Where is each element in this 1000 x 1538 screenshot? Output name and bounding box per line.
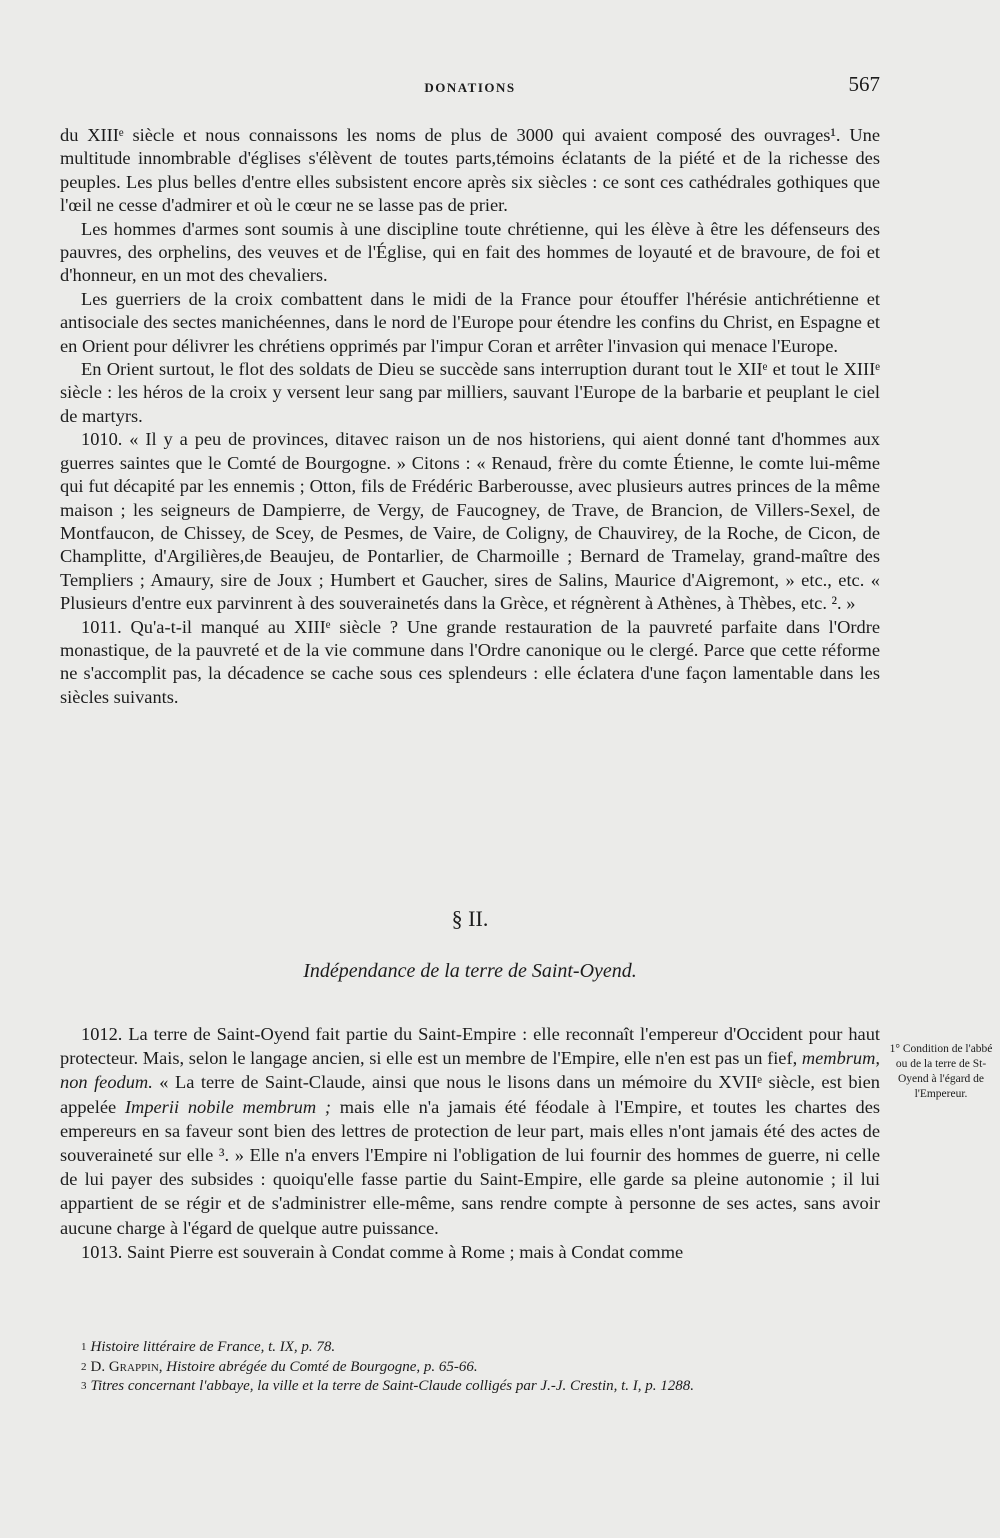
footnote-text: Histoire littéraire de France, t. IX, p. 78. [90, 1339, 336, 1355]
text-run: mais elle n'a jamais été féodale à l'Empire, et toutes les chartes des empereurs en sa faveur sont bien des lettres de protection de leur part, mais elles n'ont jamais été des actes de souveraineté sur elle ³. » Elle n'a envers l'Empire ni l'obligation de lui fournir des hommes de guerre, ni celle de lui payer des subsides : quoiqu'elle fasse partie du Saint-Empire, elle garde sa pleine autonomie ; il lui appartient de se régir et de s'administrer elle-même, sans rendre compte à personne de ses actes, sans avoir aucune charge à l'égard de quelque autre puissance. [60, 1096, 881, 1238]
paragraph-crusaders: Les guerriers de la croix combattent dans le midi de la France pour étouffer l'hérésie antichrétienne et antisociale des sectes manichéennes, dans le nord de l'Europe pour étendre les confins du Christ, en Espagne et en Orient pour délivrer les chrétiens opprimés par l'impur Coran et arrêter l'invasion qui menace l'Europe. [60, 288, 880, 356]
section-title: Indépendance de la terre de Saint-Oyend. [303, 960, 637, 982]
latin-phrase: Imperii nobile membrum ; [124, 1096, 332, 1117]
running-head: DONATIONS [424, 80, 516, 95]
paragraph-men-at-arms: Les hommes d'armes sont soumis à une discipline toute chrétienne, qui les élève à être les défenseurs des pauvres, des orphelins, des veuves et de l'Église, qui en fait des hommes de loyauté et de bravoure, de foi et d'honneur, en un mot des chevaliers. [60, 218, 880, 286]
paragraph-1011: 1011. Qu'a-t-il manqué au XIIIᵉ siècle ? Une grande restauration de la pauvreté parfaite dans l'Ordre monastique, de la pauvreté et de la vie commune dans l'Ordre canonique ou le clergé. Parce que cette réforme ne s'accomplit pas, la décadence se cache sous ces splendeurs : elle éclatera d'une façon lamentable dans les siècles suivants. [60, 616, 880, 707]
paragraph-1013: 1013. Saint Pierre est souverain à Condat comme à Rome ; mais à Condat comme [81, 1241, 684, 1262]
paragraph-continuation: du XIIIᵉ siècle et nous connaissons les noms de plus de 3000 qui avaient composé des ouvrages¹. Une multitude innombrable d'églises s'élèvent de toutes parts,témoins éclatants de la piété et de la richesse des peuples. Les plus belles d'entre elles subsistent encore après six siècles : ce sont ces cathédrales gothiques que l'œil ne cesse d'admirer et où le cœur ne se lasse pas de prier. [60, 125, 880, 216]
latin-phrase: membrum, non feodum. [60, 1048, 880, 1093]
page-number: 567 [848, 72, 880, 96]
paragraph-1012 [60, 1022, 880, 1240]
footnote-3 [60, 1377, 880, 1397]
footnote-text: Titres concernant l'abbaye, la ville et la terre de Saint-Claude colligés par J.-J. Crestin, t. I, p. 1288. [90, 1378, 695, 1394]
main-text-block [60, 124, 880, 709]
section-text-block [60, 1022, 880, 1264]
page-header [60, 72, 880, 102]
footnote-2 [60, 1358, 880, 1378]
footnote-1 [60, 1338, 880, 1358]
footnote-author: D. Grappin, [90, 1358, 163, 1375]
text-run: 1012. La terre de Saint-Oyend fait partie du Saint-Empire : elle reconnaît l'empereur d'Occident pour haut protecteur. Mais, selon le langage ancien, si elle est un membre de l'Empire, elle n'en est pas un fief, [60, 1024, 880, 1069]
paragraph-orient: En Orient surtout, le flot des soldats de Dieu se succède sans interruption durant tout le XIIᵉ et tout le XIIIᵉ siècle : les héros de la croix y versent leur sang par milliers, sauvant l'Europe de la barbarie et peuplant le ciel de martyrs. [60, 359, 880, 426]
footnotes [60, 1338, 880, 1397]
footnote-text: Histoire abrégée du Comté de Bourgogne, p. 65-66. [166, 1358, 478, 1375]
margin-note: 1° Condition de l'abbé ou de la terre de St-Oyend à l'égard de l'Empereur. [889, 1043, 993, 1100]
paragraph-1010: 1010. « Il y a peu de provinces, ditavec raison un de nos historiens, qui aient donné tant d'hommes aux guerres saintes que le Comté de Bourgogne. » Citons : « Renaud, frère du comte Étienne, le comte lui-même qui fut décapité par les ennemis ; Otton, fils de Frédéric Barberousse, avec plusieurs autres princes de la même maison ; les seigneurs de Dampierre, de Vergy, de Faucogney, de Trave, de Brancion, de Villers-Sexel, de Montfaucon, de Chissey, de Scey, de Pesmes, de Vaire, de Coligny, de Chauvirey, de la Roche, de Cicon, de Champlitte, d'Argilières,de Beaujeu, de Pontarlier, de Charmoille ; Bernard de Tramelay, grand-maître des Templiers ; Amaury, sire de Joux ; Humbert et Gaucher, sires de Salins, Maurice d'Aigremont, » etc., etc. « Plusieurs d'entre eux parvinrent à des souverainetés dans la Grèce, et régnèrent à Athènes, à Thèbes, etc. ². » [60, 429, 880, 614]
section-heading: § II. [451, 906, 489, 931]
footnote-number: 1 [81, 1341, 87, 1353]
footnote-number: 2 [81, 1360, 87, 1373]
footnote-number: 3 [81, 1380, 87, 1392]
text-run: « La terre de Saint-Claude, ainsi que nous le lisons dans un mémoire du XVIIᵉ siècle, est bien appelée [60, 1072, 880, 1117]
